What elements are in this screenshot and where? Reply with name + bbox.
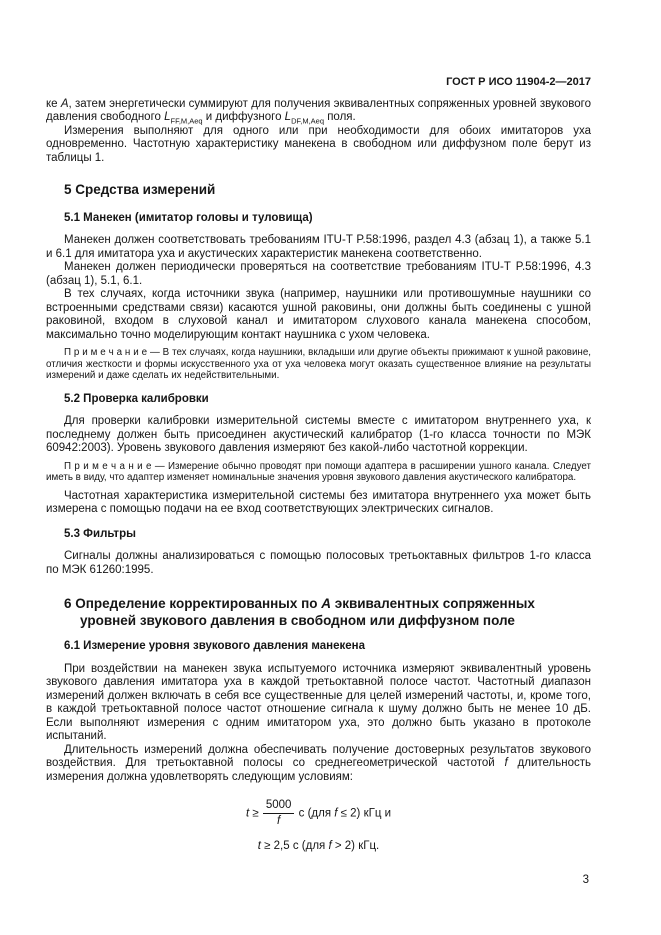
level-symbol-df: L: [284, 111, 292, 123]
a-weighting-symbol: А: [60, 97, 69, 110]
text-segment: с (для: [295, 808, 335, 820]
text-segment: Длительность измерений должна обеспечивать получение достоверных результатов звукового воздействия. Для третьоктавной полосы со среднегеометрической частотой: [46, 743, 591, 770]
frequency-symbol: f: [328, 840, 332, 853]
text-segment: поля.: [324, 111, 356, 123]
relation-symbol: ≥: [249, 808, 262, 820]
var-t: t: [257, 840, 261, 853]
heading-segment: 6 Определение корректированных по: [64, 596, 322, 612]
note-label: П р и м е ч а н и е: [64, 460, 152, 472]
section-6-heading: [46, 596, 591, 629]
section-5-2-heading: 5.2 Проверка калибровки: [64, 392, 209, 405]
section-6-1-heading: 6.1 Измерение уровня звукового давления манекена: [64, 640, 366, 653]
text-segment: , затем энергетически суммируют для получения эквивалентных сопряженных уровней звукового давления свободного: [46, 97, 591, 123]
fraction-denominator: f: [277, 815, 281, 828]
paragraph: Манекен должен соответствовать требованиям ITU-T P.58:1996, раздел 4.3 (абзац 1), а также 5.1 и 6.1 для имитатора уха и акустических характеристик манекена соответственно.: [46, 234, 591, 260]
section-5-1-heading: 5.1 Манекен (имитатор головы и туловища): [64, 211, 313, 224]
paragraph: В тех случаях, когда источники звука (например, наушники или противошумные наушники со встроенными средствами связи) касаются ушной раковины, они должны быть соединены с ушной раковиной, входом в слуховой канал и имитатором слухового канала манекена способом, максимально точно моделирующим контакт наушника с ухом человека.: [46, 288, 591, 341]
paragraph: Манекен должен периодически проверяться на соответствие требованиям ITU-T P.58:1996, 4.3 (абзац 1), 5.1, 6.1.: [46, 261, 591, 287]
frequency-symbol: f: [504, 757, 508, 770]
note-text: — В тех случаях, когда наушники, вкладыши или другие объекты прижимают к ушной раковине, отличия жесткости и формы искусственного уха от уха человека могут оказать существенное влияние на результаты измерений и даже сделать их недействительными.: [46, 347, 592, 382]
fraction-numerator: 5000: [263, 799, 295, 814]
paragraph: Сигналы должны анализироваться с помощью полосовых третьоктавных фильтров 1-го класса по МЭК 61260:1995.: [46, 550, 591, 576]
formula-duration-high-frequency: [46, 840, 591, 854]
paragraph: [46, 744, 591, 785]
note-label: П р и м е ч а н и е: [64, 347, 148, 358]
paragraph: Измерения выполняют для одного или при необходимости для обоих имитаторов уха одновременно. Частотную характеристику манекена в свободном или диффузном поле берут из таблицы 1.: [46, 124, 591, 164]
var-t: t: [245, 808, 250, 820]
formula-duration-low-frequency: [46, 799, 591, 828]
text-segment: ≤ 2) кГц и: [337, 808, 392, 820]
paragraph-continuation: [46, 98, 591, 125]
frequency-symbol: f: [334, 808, 338, 820]
paragraph: При воздействии на манекен звука испытуемого источника измеряют эквивалентный уровень звукового давления имитатора уха в каждой третьоктавной полосе частот. Частотный диапазон измерений должен включать в себя все существенные для целей измерений частоты, и, кроме того, в каждой третьоктавной полосе частот отношение сигнала к шуму должно быть не менее 10 дБ. Если выполняют измерения с одним имитатором уха, это должно быть указано в протоколе испытаний.: [46, 662, 591, 743]
note: [46, 347, 591, 382]
page-number: 3: [582, 873, 589, 886]
a-weighting-symbol: А: [321, 596, 331, 612]
subscript-ff: FF,M,Aeq: [170, 116, 203, 126]
paragraph: Для проверки калибровки измерительной системы вместе с имитатором внутреннего уха, к последнему должен быть присоединен акустический калибратор (1-го класса точности по МЭК 60942:2003). Уровень звукового давления измеряют без какой-либо частотной коррекции.: [46, 415, 591, 455]
fraction: [263, 799, 295, 828]
text-segment: ≥ 2,5 с (для: [260, 840, 329, 853]
paragraph: Частотная характеристика измерительной системы без имитатора внутреннего уха может быть измерена с помощью подачи на ее вход соответствующих электрических сигналов.: [46, 489, 591, 516]
heading-segment: эквивалентных сопряженных уровней звукового давления в свободном или диффузном поле: [80, 596, 535, 628]
section-5-3-heading: 5.3 Фильтры: [64, 527, 136, 540]
subscript-df: DF,M,Aeq: [291, 116, 324, 126]
section-5-heading: 5 Средства измерений: [64, 182, 216, 197]
text-segment: длительность измерения должна удовлетворять следующим условиям:: [46, 757, 591, 783]
note-text: — Измерение обычно проводят при помощи адаптера в расширении ушного канала. Следует иметь в виду, что адаптер изменяет номинальные значения уровня звукового давления акустического калибратора.: [46, 460, 591, 484]
text-segment: > 2) кГц.: [331, 840, 380, 853]
level-symbol-ff: L: [164, 111, 171, 123]
text-segment: ке: [46, 97, 61, 110]
note: [46, 461, 591, 484]
text-segment: и диффузного: [202, 111, 285, 123]
doc-number-header: ГОСТ Р ИСО 11904-2—2017: [446, 76, 591, 88]
